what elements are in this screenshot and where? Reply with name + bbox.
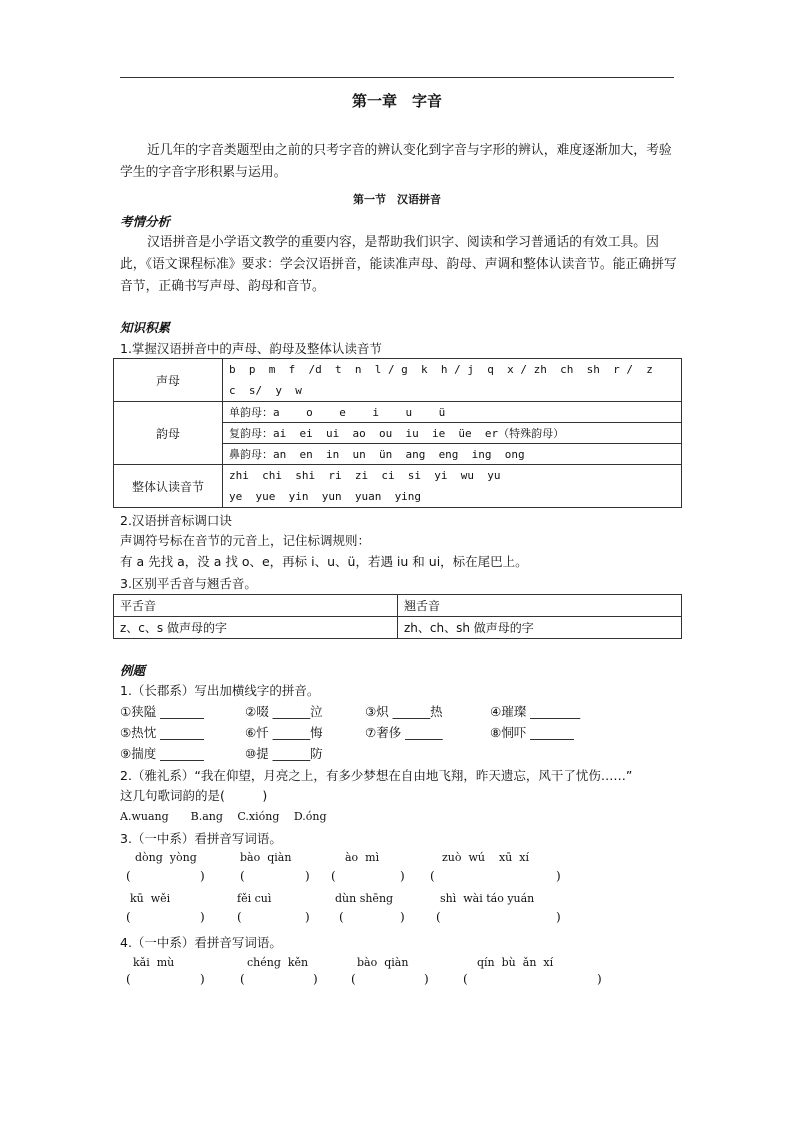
zhishi-item-3: 3.区别平舌音与翘舌音。 [120, 576, 257, 591]
shengmu-line-2: c s/ y w [229, 384, 302, 397]
shengmu-cell [223, 359, 682, 402]
answer-paren-open: ( [126, 972, 131, 986]
zhishi-item-2: 2.汉语拼音标调口诀 [120, 513, 232, 528]
zhengti-line-2: ye yue yin yun yuan ying [229, 490, 422, 503]
pinyin-prompt: dùn shēng [335, 892, 394, 905]
question-2-options: A.wuang B.ang C.xióng D.óng [120, 810, 327, 823]
answer-paren-open: ( [339, 910, 344, 924]
answer-paren-close: ) [400, 869, 405, 883]
answer-paren-close: ) [305, 910, 310, 924]
question-1: 1.（长郡系）写出加横线字的拼音。 [120, 683, 320, 698]
question-3: 3.（一中系）看拼音写词语。 [120, 831, 282, 846]
answer-paren-open: ( [240, 869, 245, 883]
answer-paren-close: ) [200, 869, 205, 883]
q1-item: ②啜 ______泣 [245, 704, 323, 719]
answer-paren-open: ( [463, 972, 468, 986]
answer-paren-open: ( [331, 869, 336, 883]
table-row [114, 402, 682, 423]
pinyin-prompt: shì wài táo yuán [440, 892, 535, 905]
zhishi-item-1: 1.掌握汉语拼音中的声母、韵母及整体认读音节 [120, 341, 382, 356]
bi-yunmu-cell: 鼻韵母：an en in un ün ang eng ing ong [223, 444, 682, 465]
pinyin-prompt: kū wěi [130, 892, 171, 905]
pinyin-prompt: qín bù ǎn xí [477, 956, 554, 969]
table-row [114, 359, 682, 402]
pinyin-prompt: bào qiàn [357, 956, 409, 969]
answer-paren-open: ( [237, 910, 242, 924]
question-2-line-2: 这几句歌词韵的是( ) [120, 788, 268, 803]
answer-paren-close: ) [400, 910, 405, 924]
pinyin-prompt: kǎi mù [133, 956, 175, 969]
tone-rule-line-1: 声调符号标在音节的元音上，记住标调规则： [120, 533, 371, 548]
answer-paren-open: ( [126, 869, 131, 883]
liti-heading: 例题 [120, 663, 146, 678]
q1-item: ⑧恫吓 _______ [490, 725, 574, 740]
pingshe-header: 平舌音 [114, 595, 398, 617]
fu-yunmu-cell: 复韵母：ai ei ui ao ou iu ie üe er（特殊韵母） [223, 423, 682, 444]
answer-paren-open: ( [436, 910, 441, 924]
answer-paren-close: ) [556, 869, 561, 883]
yunmu-label: 韵母 [114, 402, 223, 465]
zhengti-line-1: zhi chi shi ri zi ci si yi wu yu [229, 469, 501, 482]
answer-paren-close: ) [597, 972, 602, 986]
pinyin-prompt: fěi cuì [237, 892, 272, 905]
kaoqing-paragraph: 汉语拼音是小学语文教学的重要内容，是帮助我们识字、阅读和学习普通话的有效工具。因此，《语文课程标准》要求：学会汉语拼音，能读准声母、韵母、声调和整体认读音节。能正确拼写音节，正确书写声母、韵母和音节。 [120, 235, 677, 294]
pingshe-qiaoshe-table [113, 594, 682, 639]
answer-paren-close: ) [200, 972, 205, 986]
q1-item: ⑦奢侈 ______ [365, 725, 443, 740]
tone-rule-line-2: 有 a 先找 a，没 a 找 o、e，再标 i、u、ü，若遇 iu 和 ui，标在尾巴上。 [120, 554, 528, 569]
answer-paren-close: ) [200, 910, 205, 924]
pinyin-prompt: bào qiàn [240, 851, 292, 864]
pinyin-table [113, 358, 682, 508]
pinyin-prompt: zuò wú xū xí [442, 851, 529, 864]
q1-item: ③炽 ______热 [365, 704, 443, 719]
table-row [114, 595, 682, 617]
chapter-title: 第一章 字音 [351, 92, 442, 110]
dan-yunmu-cell: 单韵母：a o e i u ü [223, 402, 682, 423]
shengmu-line-1: b p m f /d t n l / g k h / j q x / zh ch sh r / z [229, 363, 653, 376]
question-4: 4.（一中系）看拼音写词语。 [120, 935, 282, 950]
answer-paren-open: ( [351, 972, 356, 986]
q1-item: ①狭隘 _______ [120, 704, 204, 719]
pinyin-prompt: chéng kěn [247, 956, 309, 969]
zhengti-cell [223, 465, 682, 508]
qiaoshe-cell: zh、ch、sh 做声母的字 [397, 617, 681, 639]
qiaoshe-header: 翘舌音 [397, 595, 681, 617]
zhengti-label: 整体认读音节 [114, 465, 223, 508]
q1-item: ⑥忏 ______悔 [245, 725, 323, 740]
pingshe-cell: z、c、s 做声母的字 [114, 617, 398, 639]
answer-paren-close: ) [424, 972, 429, 986]
intro-paragraph: 近几年的字音类题型由之前的只考字音的辨认变化到字音与字形的辨认，难度逐渐加大，考验学生的字音字形积累与运用。 [120, 143, 672, 180]
pinyin-prompt: ào mì [345, 851, 380, 864]
q1-item: ⑩提 ______防 [245, 746, 323, 761]
answer-paren-close: ) [305, 869, 310, 883]
q1-item: ⑨揣度 _______ [120, 746, 204, 761]
kaoqing-heading: 考情分析 [120, 214, 171, 229]
question-2-line-1: 2.（雅礼系）“我在仰望，月亮之上，有多少梦想在自由地飞翔，昨天遗忘，风干了忧伤……” [120, 768, 633, 783]
answer-paren-open: ( [240, 972, 245, 986]
zhishi-heading: 知识积累 [120, 320, 171, 335]
q1-item: ⑤热忱 _______ [120, 725, 204, 740]
shengmu-label: 声母 [114, 359, 223, 402]
pinyin-prompt: dòng yòng [135, 851, 197, 864]
table-row [114, 617, 682, 639]
answer-paren-open: ( [430, 869, 435, 883]
section-title: 第一节 汉语拼音 [353, 193, 441, 206]
table-row [114, 465, 682, 508]
answer-paren-close: ) [556, 910, 561, 924]
header-rule [120, 77, 674, 78]
answer-paren-open: ( [126, 910, 131, 924]
answer-paren-close: ) [313, 972, 318, 986]
q1-item: ④璀璨 ________ [490, 704, 581, 719]
